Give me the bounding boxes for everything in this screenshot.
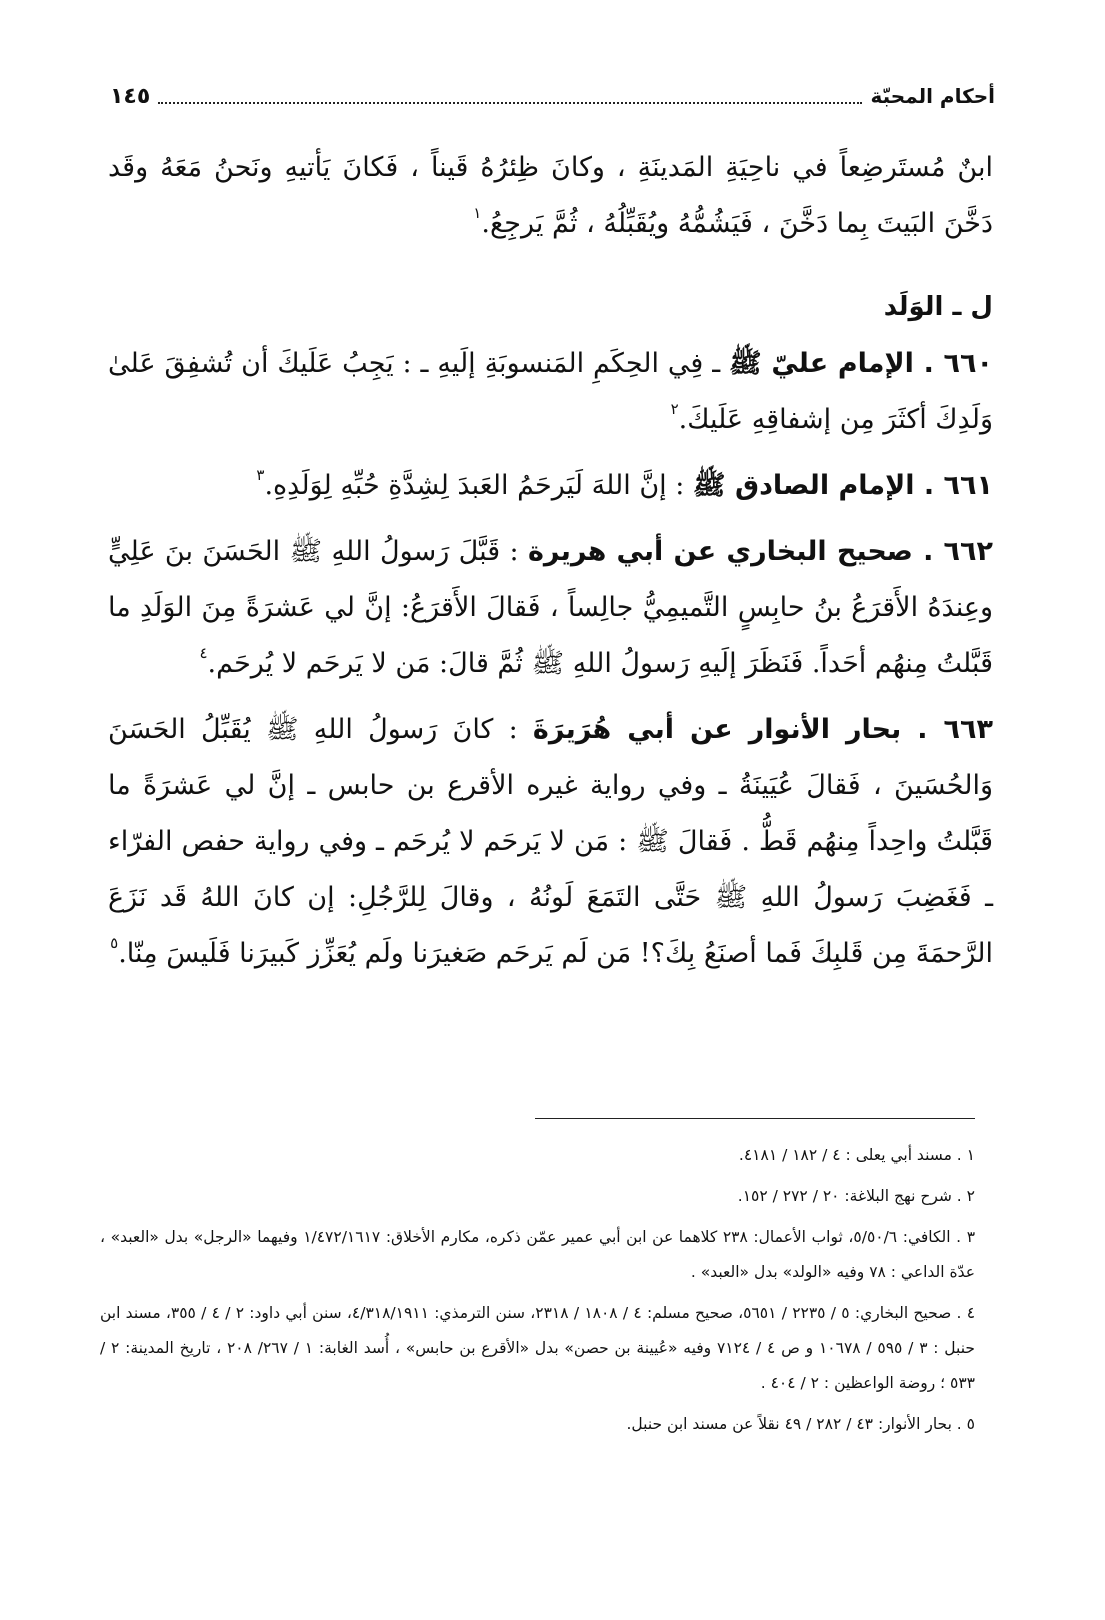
footnote-ref: ٤: [199, 644, 208, 662]
hadith-entry: ٦٦٣ . بحار الأنوار عن أبي هُرَيرَةَ : كانَ رَسولُ اللهِ ﷺ يُقَبِّلُ الحَسَنَ وَالحُسَينَ ، فَقالَ عُيَينَةُ ـ وفي رواية غيره الأقرع بن حابس ـ إنَّ لي عَشرَةً ما قَبَّلتُ واحِداً مِنهُم قَطُّ . فَقالَ ﷺ : مَن لا يَرحَم لا يُرحَم ـ وفي رواية حفص الفرّاء ـ فَغَضِبَ رَسولُ اللهِ ﷺ حَتَّى التَمَعَ لَونُهُ ، وقالَ لِلرَّجُلِ: إن كانَ اللهُ قَد نَزَعَ الرَّحمَةَ مِن قَلبِكَ فَما أصنَعُ بِكَ؟! مَن لَم يَرحَم صَغيرَنا ولَم يُعَزِّز كَبيرَنا فَلَيسَ مِنّا.$^٥$: [108, 714, 993, 969]
main-text: [108, 140, 993, 992]
footnote-divider: [535, 1118, 975, 1119]
footnote: ٣ . الكافي: ٥/٥٠/٦، ثواب الأعمال: ٢٣٨ كلاهما عن ابن أبي عمير عمّن ذكره، مكارم الأخلاق: ١/٤٧٢/١٦١٧ وفيهما «الرجل» بدل «العبد» ، عدّة الداعي : ٧٨ وفيه «الولد» بدل «العبد» .: [100, 1228, 976, 1281]
footnote-ref: ٥: [110, 934, 119, 952]
hadith-source: الإمام الصادق ﷺ: [692, 470, 915, 501]
hadith-number: ٦٦١: [943, 470, 993, 501]
hadith-number: ٦٦٣: [943, 714, 993, 745]
hadith-source: صحيح البخاري عن أبي هريرة: [527, 536, 913, 567]
hadith-text: : إنَّ اللهَ لَيَرحَمُ العَبدَ لِشِدَّةِ حُبِّهِ لِوَلَدِهِ.: [264, 470, 693, 501]
footnote: ٥ . بحار الأنوار: ٤٣ / ٢٨٢ / ٤٩ نقلاً عن مسند ابن حنبل.: [626, 1415, 975, 1433]
hadith-text: : قَبَّلَ رَسولُ اللهِ ﷺ الحَسَنَ بنَ عَلِيٍّ وعِندَهُ الأَقرَعُ بنُ حابِسٍ التَّميمِيُّ جالِساً ، فَقالَ الأَقرَعُ: إنَّ لي عَشرَةً مِنَ الوَلَدِ ما قَبَّلتُ مِنهُم أحَداً. فَنَظَرَ إلَيهِ رَسولُ اللهِ ﷺ ثُمَّ قالَ: مَن لا يَرحَم لا يُرحَم.: [108, 536, 993, 679]
footnote-ref: ٢: [670, 400, 679, 418]
running-header: [110, 78, 995, 114]
hadith-entry: ٦٦٢ . صحيح البخاري عن أبي هريرة : قَبَّلَ رَسولُ اللهِ ﷺ الحَسَنَ بنَ عَلِيٍّ وعِندَهُ الأَقرَعُ بنُ حابِسٍ التَّميمِيُّ جالِساً ، فَقالَ الأَقرَعُ: إنَّ لي عَشرَةً مِنَ الوَلَدِ ما قَبَّلتُ مِنهُم أحَداً. فَنَظَرَ إلَيهِ رَسولُ اللهِ ﷺ ثُمَّ قالَ: مَن لا يَرحَم لا يُرحَم.$^٤$: [108, 536, 993, 679]
hadith-entry: ٦٦٠ . الإمام عليّ ﷺ ـ فِي الحِكَمِ المَنسوبَةِ إلَيهِ ـ : يَجِبُ عَلَيكَ أن تُشفِقَ عَلىٰ وَلَدِكَ أكثَرَ مِن إشفاقِهِ عَلَيكَ.$^٢$: [108, 348, 993, 435]
hadith-source: بحار الأنوار عن أبي هُرَيرَةَ: [532, 714, 902, 745]
running-title: أحكام المحبّة: [870, 84, 995, 108]
intro-paragraph: [108, 140, 993, 252]
footnote-ref: ١: [473, 204, 482, 222]
section-heading: ل ـ الوَلَد: [883, 292, 993, 322]
footnote: ١ . مسند أبي يعلى : ٤ / ١٨٢ / ٤١٨١.: [738, 1146, 975, 1164]
intro-text: ابنٌ مُستَرضِعاً في ناحِيَةِ المَدينَةِ ، وكانَ ظِئرُهُ قَيناً ، فَكانَ يَأتيهِ ونَحنُ مَعَهُ وقَد دَخَّنَ البَيتَ بِما دَخَّنَ ، فَيَشُمُّهُ ويُقَبِّلُهُ ، ثُمَّ يَرجِعُ.: [108, 152, 993, 239]
hadith-number: ٦٦٢: [943, 536, 993, 567]
hadith-entry: ٦٦١ . الإمام الصادق ﷺ : إنَّ اللهَ لَيَرحَمُ العَبدَ لِشِدَّةِ حُبِّهِ لِوَلَدِهِ.$^٣$: [256, 466, 993, 501]
leader-dots: [158, 88, 862, 104]
hadith-number: ٦٦٠: [943, 348, 993, 379]
hadith-text: : كانَ رَسولُ اللهِ ﷺ يُقَبِّلُ الحَسَنَ وَالحُسَينَ ، فَقالَ عُيَينَةُ ـ وفي رواية غيره الأقرع بن حابس ـ إنَّ لي عَشرَةً ما قَبَّلتُ واحِداً مِنهُم قَطُّ . فَقالَ ﷺ : مَن لا يَرحَم لا يُرحَم ـ وفي رواية حفص الفرّاء ـ فَغَضِبَ رَسولُ اللهِ ﷺ حَتَّى التَمَعَ لَونُهُ ، وقالَ لِلرَّجُلِ: إن كانَ اللهُ قَد نَزَعَ الرَّحمَةَ مِن قَلبِكَ فَما أصنَعُ بِكَ؟! مَن لَم يَرحَم صَغيرَنا ولَم يُعَزِّز كَبيرَنا فَلَيسَ مِنّا.: [108, 714, 993, 969]
footnote-ref: ٣: [256, 466, 265, 484]
hadith-text: ـ فِي الحِكَمِ المَنسوبَةِ إلَيهِ ـ : يَجِبُ عَلَيكَ أن تُشفِقَ عَلىٰ وَلَدِكَ أكثَرَ مِن إشفاقِهِ عَلَيكَ.: [108, 348, 993, 435]
footnote: ٢ . شرح نهج البلاغة: ٢٠ / ٢٧٢ / ١٥٢.: [737, 1187, 975, 1205]
footnotes: [100, 1138, 975, 1448]
footnote: ٤ . صحيح البخاري: ٥ / ٢٢٣٥ / ٥٦٥١، صحيح مسلم: ٤ / ١٨٠٨ / ٢٣١٨، سنن الترمذي: ٤/٣١٨/١٩١١، سنن أبي داود: ٢ / ٤ / ٣٥٥، مسند ابن حنبل : ٣ / ٥٩٥ / ١٠٦٧٨ و ص ٤ / ٧١٢٤ وفيه «عُيينة بن حصن» بدل «الأقرع بن حابس» ، أُسد الغابة: ١ / ٢٦٧/ ٢٠٨ ، تاريخ المدينة: ٢ / ٥٣٣ ؛ روضة الواعظين : ٢ / ٤٠٤ .: [100, 1304, 976, 1392]
page-number: ١٤٥: [110, 83, 151, 109]
hadith-source: الإمام عليّ ﷺ: [729, 348, 914, 379]
